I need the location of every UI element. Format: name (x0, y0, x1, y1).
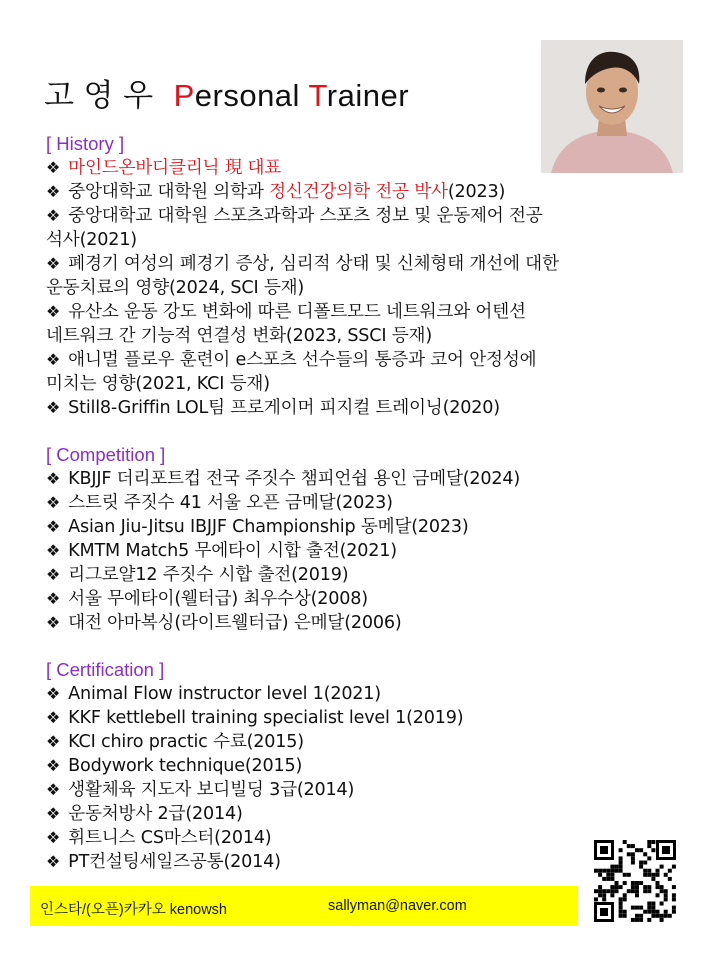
bullet-icon: ❖ (46, 756, 61, 775)
certification-item: ❖ Bodywork technique(2015) (46, 756, 303, 776)
certification-item: ❖ 휘트니스 CS마스터(2014) (46, 828, 272, 848)
bullet-icon: ❖ (46, 350, 61, 369)
title-ersonal: ersonal (194, 78, 309, 113)
title-letter-t: T (308, 78, 327, 113)
bullet-icon: ❖ (46, 732, 61, 751)
competition-heading: [ Competition ] (46, 444, 166, 465)
history-item: ❖ 마인드온바디클리닉 現 대표 (46, 158, 282, 178)
bullet-icon: ❖ (46, 613, 61, 632)
trainer-name: 고 영 우 (44, 78, 154, 113)
competition-item: ❖ Asian Jiu-Jitsu IBJJF Championship 동메달(2023) (46, 517, 469, 537)
history-item: ❖ 폐경기 여성의 폐경기 증상, 심리적 상태 및 신체형태 개선에 대한 (46, 254, 559, 274)
bullet-icon: ❖ (46, 684, 61, 703)
title-letter-p: P (173, 78, 195, 113)
page-title (44, 70, 409, 115)
resume-content (46, 132, 666, 874)
bullet-icon: ❖ (46, 254, 61, 273)
bullet-icon: ❖ (46, 158, 61, 177)
sns-contact[interactable]: 인스타/(오픈)카카오 kenowsh (40, 902, 227, 918)
certification-item: ❖ PT컨설팅세일즈공통(2014) (46, 852, 281, 872)
history-item-continued: 네트워크 간 기능적 연결성 변화(2023, SSCI 등재) (46, 326, 432, 346)
competition-list (46, 467, 666, 635)
qr-code[interactable] (592, 838, 678, 924)
competition-item: ❖ 서울 무에타이(웰터급) 최우수상(2008) (46, 589, 368, 609)
certification-item: ❖ KCI chiro practic 수료(2015) (46, 732, 304, 752)
history-item: ❖ Still8-Griffin LOL팀 프로게이머 피지컬 트레이닝(2020) (46, 398, 500, 418)
bullet-icon: ❖ (46, 206, 61, 225)
bullet-icon: ❖ (46, 302, 61, 321)
bullet-icon: ❖ (46, 780, 61, 799)
competition-item: ❖ KMTM Match5 무에타이 시합 출전(2021) (46, 541, 397, 561)
certification-item: ❖ 운동처방사 2급(2014) (46, 804, 243, 824)
certification-item: ❖ 생활체육 지도자 보디빌딩 3급(2014) (46, 780, 355, 800)
qr-code-icon (592, 838, 678, 924)
bullet-icon: ❖ (46, 708, 61, 727)
history-item-continued: 미치는 영향(2021, KCI 등재) (46, 374, 270, 394)
title-rainer: rainer (326, 78, 410, 113)
certification-item: ❖ Animal Flow instructor level 1(2021) (46, 684, 381, 704)
certification-heading: [ Certification ] (46, 659, 165, 680)
bullet-icon: ❖ (46, 804, 61, 823)
bullet-icon: ❖ (46, 541, 61, 560)
bullet-icon: ❖ (46, 398, 61, 417)
competition-item: ❖ 대전 아마복싱(라이트웰터급) 은메달(2006) (46, 613, 402, 633)
bullet-icon: ❖ (46, 565, 61, 584)
history-item: ❖ 애니멀 플로우 훈련이 e스포츠 선수들의 통증과 코어 안정성에 (46, 350, 537, 370)
bullet-icon: ❖ (46, 828, 61, 847)
competition-item: ❖ 스트릿 주짓수 41 서울 오픈 금메달(2023) (46, 493, 393, 513)
history-item: ❖ 중앙대학교 대학원 의학과 정신건강의학 전공 박사(2023) (46, 182, 506, 202)
email-address[interactable]: sallyman@naver.com (328, 898, 467, 914)
certification-item: ❖ KKF kettlebell training specialist level 1(2019) (46, 708, 464, 728)
contact-bar (30, 886, 578, 926)
history-list (46, 156, 666, 420)
bullet-icon: ❖ (46, 493, 61, 512)
history-item-continued: 운동치료의 영향(2024, SCI 등재) (46, 278, 305, 298)
history-item-continued: 석사(2021) (46, 230, 137, 250)
bullet-icon: ❖ (46, 852, 61, 871)
competition-item: ❖ KBJJF 더리포트컵 전국 주짓수 챔피언쉽 용인 금메달(2024) (46, 469, 521, 489)
history-item: ❖ 중앙대학교 대학원 스포츠과학과 스포츠 정보 및 운동제어 전공 (46, 206, 543, 226)
bullet-icon: ❖ (46, 469, 61, 488)
bullet-icon: ❖ (46, 182, 61, 201)
history-heading: [ History ] (46, 133, 125, 154)
bullet-icon: ❖ (46, 517, 61, 536)
bullet-icon: ❖ (46, 589, 61, 608)
certification-list (46, 682, 666, 874)
competition-item: ❖ 리그로얄12 주짓수 시합 출전(2019) (46, 565, 349, 585)
history-item: ❖ 유산소 운동 강도 변화에 따른 디폴트모드 네트워크와 어텐션 (46, 302, 526, 322)
